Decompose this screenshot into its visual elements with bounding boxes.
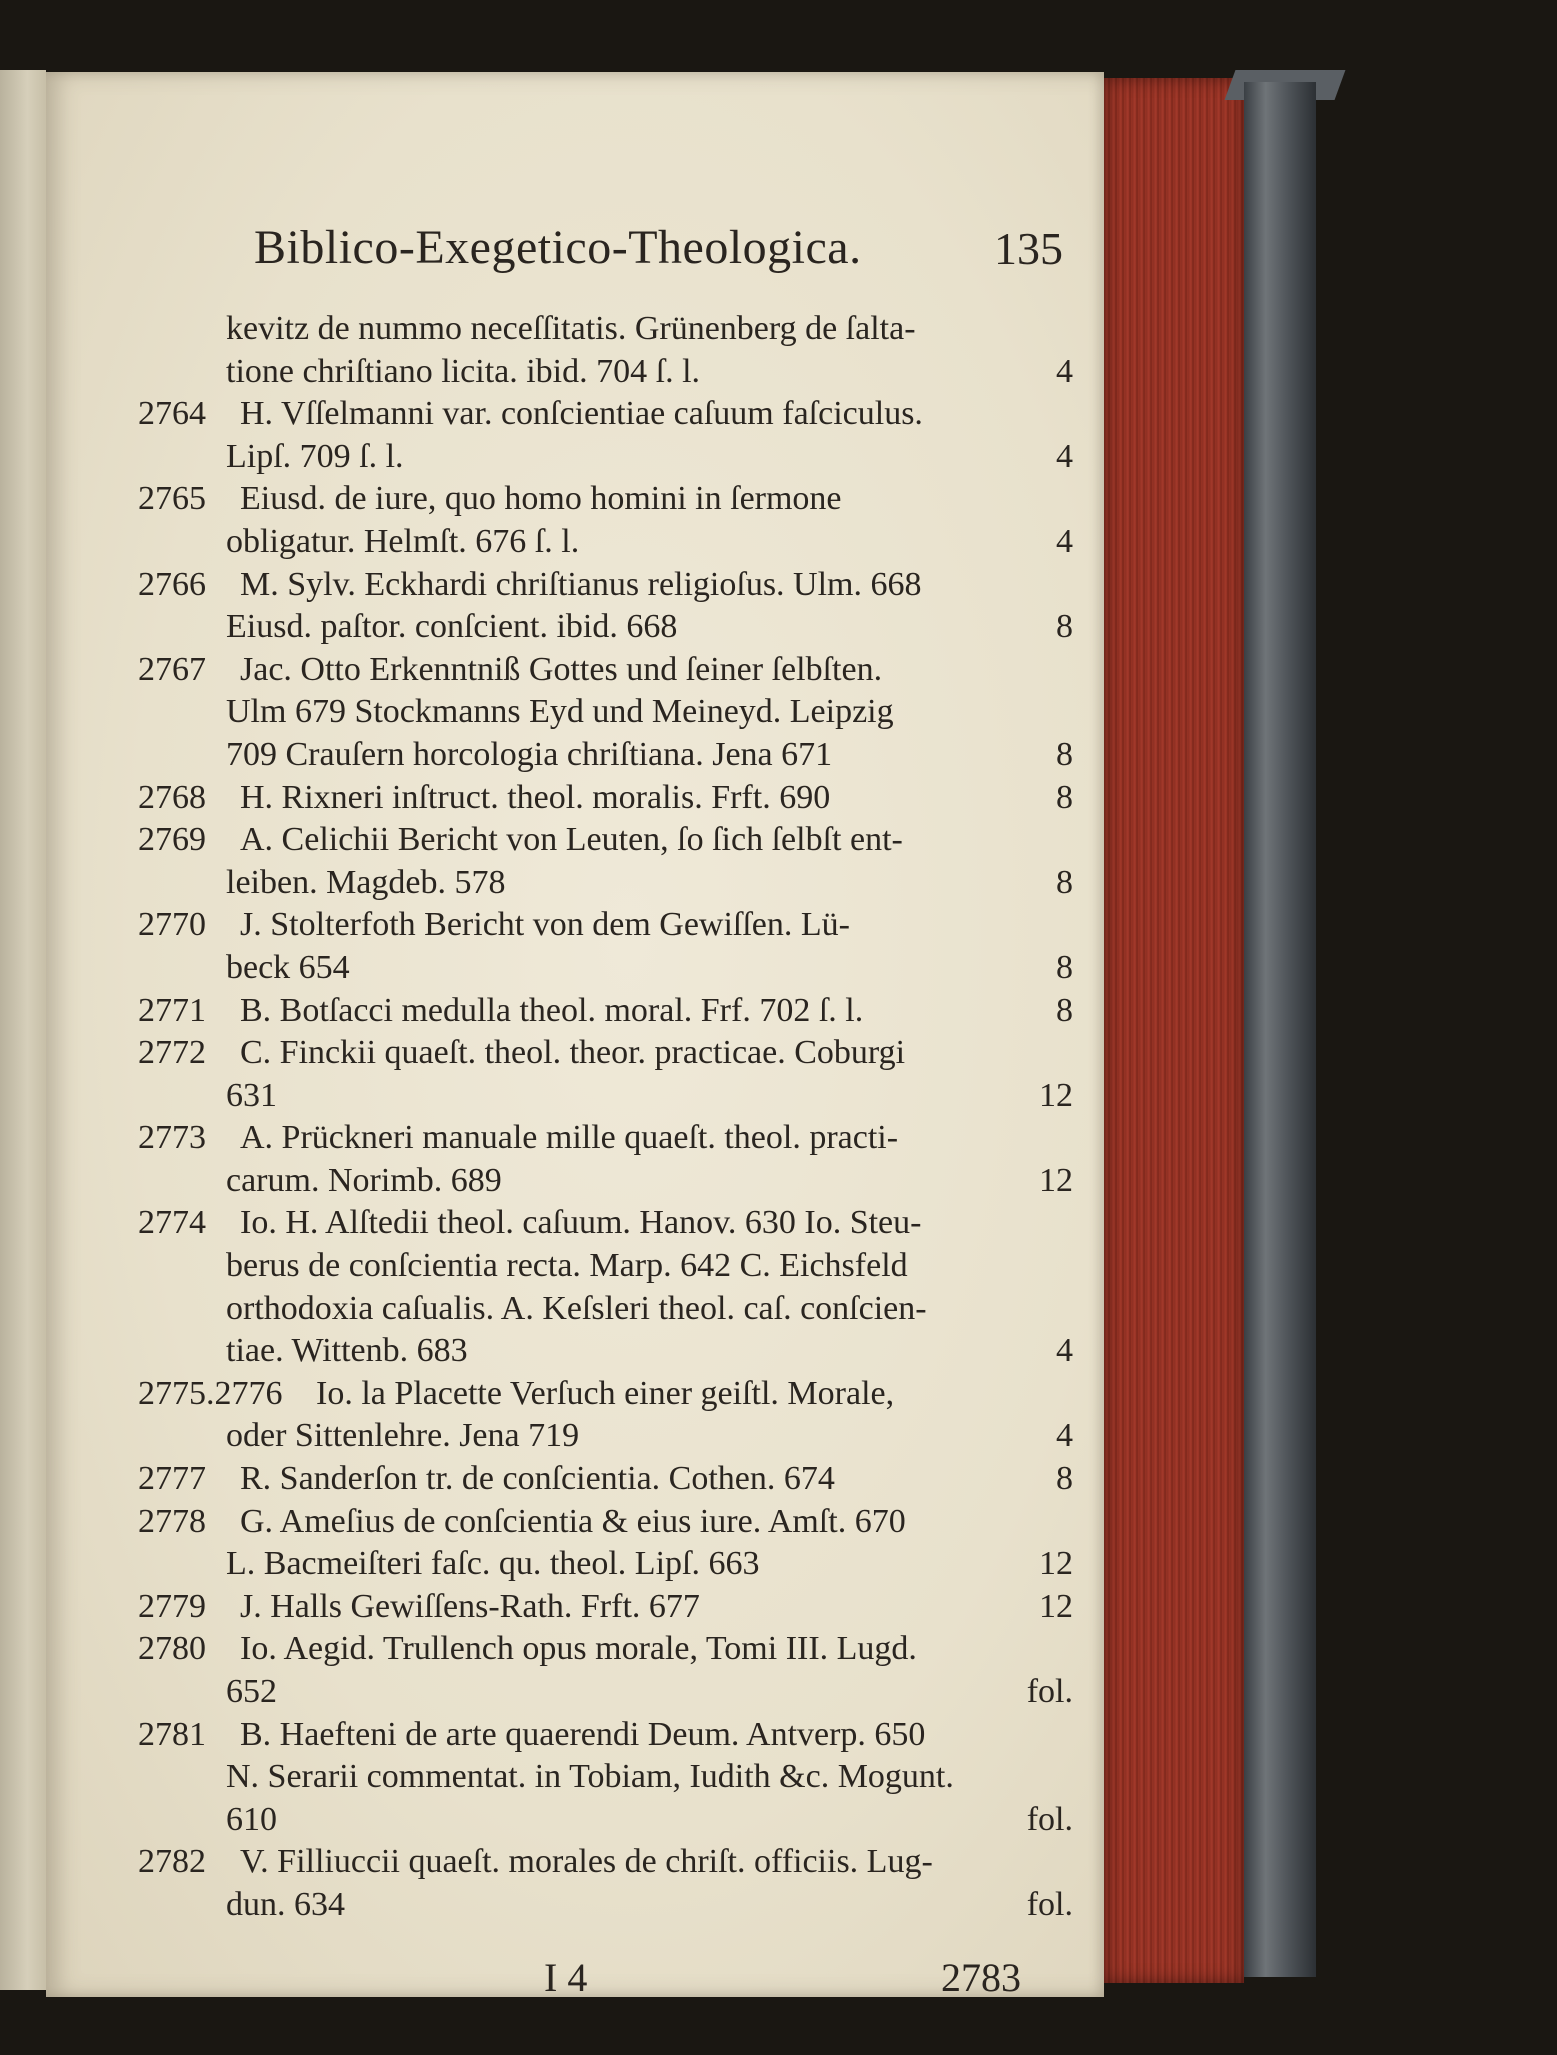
entry-number: 2765 xyxy=(138,480,206,518)
entry-line xyxy=(138,1458,1073,1501)
entry-continuation-line xyxy=(138,521,1073,564)
entry-line xyxy=(138,777,1073,820)
format-size: 8 xyxy=(1056,863,1073,901)
format-size: 12 xyxy=(1039,1161,1073,1199)
entry-number: 2777 xyxy=(138,1460,206,1498)
format-size: fol. xyxy=(1026,1800,1073,1838)
entry-text: V. Filliuccii quaeſt. morales de chriſt. officiis. Lug- xyxy=(240,1843,933,1881)
entry-number: 2774 xyxy=(138,1204,206,1242)
entry-text: 610 xyxy=(226,1800,277,1838)
entry-continuation-line xyxy=(138,606,1073,649)
entry-text: H. Vſſelmanni var. conſcientiae caſuum faſciculus. xyxy=(240,395,923,433)
entry-text: Io. H. Alſtedii theol. caſuum. Hanov. 630 Io. Steu- xyxy=(240,1204,922,1242)
format-size: 8 xyxy=(1056,735,1073,773)
running-title: Biblico-Exegetico-Theologica. xyxy=(254,221,862,274)
entry-line xyxy=(138,1117,1073,1160)
entry-continuation-line xyxy=(138,1799,1073,1842)
entry-line xyxy=(138,1032,1073,1075)
entry-continuation-line xyxy=(138,734,1073,777)
entry-line xyxy=(138,1202,1073,1245)
entry-continuation-line xyxy=(138,308,1073,351)
entry-text: 652 xyxy=(226,1673,277,1710)
entry-number: 2771 xyxy=(138,991,206,1029)
entry-text: Eiusd. de iure, quo homo homini in ſermone xyxy=(240,480,842,518)
entry-continuation-line xyxy=(138,1756,1073,1799)
entry-text: A. Prückneri manuale mille quaeſt. theol. practi- xyxy=(240,1119,899,1157)
format-size: 12 xyxy=(1039,1545,1073,1583)
entry-text: Io. la Placette Verſuch einer geiſtl. Morale, xyxy=(316,1374,895,1412)
entry-line xyxy=(138,1501,1073,1544)
entry-continuation-line xyxy=(138,1543,1073,1586)
entry-number: 2768 xyxy=(138,778,206,816)
entry-number: 2767 xyxy=(138,650,206,688)
entry-continuation-line xyxy=(138,1245,1073,1288)
entry-text: Io. Aegid. Trullench opus morale, Tomi III. Lugd. xyxy=(240,1630,917,1668)
entry-line xyxy=(138,393,1073,436)
entry-continuation-line xyxy=(138,351,1073,394)
format-size: 8 xyxy=(1056,608,1073,646)
entry-text: C. Finckii quaeſt. theol. theor. practicae. Coburgi xyxy=(240,1034,906,1072)
entry-text: kevitz de nummo neceſſitatis. Grünenberg de ſalta- xyxy=(226,310,916,347)
format-size: fol. xyxy=(1026,1673,1073,1710)
entry-text: Ulm 679 Stockmanns Eyd und Meineyd. Leipzig xyxy=(226,693,894,731)
entry-text: tiae. Wittenb. 683 xyxy=(226,1332,468,1370)
entry-line xyxy=(138,564,1073,607)
book-fore-edge xyxy=(1104,78,1244,1983)
entry-line xyxy=(138,1586,1073,1629)
format-size: 4 xyxy=(1056,437,1073,475)
entry-text: L. Bacmeiſteri faſc. qu. theol. Lipſ. 663 xyxy=(226,1545,760,1583)
entry-text: B. Botſacci medulla theol. moral. Frf. 702 ſ. l. xyxy=(240,991,864,1029)
entry-text: H. Rixneri inſtruct. theol. moralis. Frft. 690 xyxy=(240,778,831,816)
entry-continuation-line xyxy=(138,1288,1073,1331)
entry-number: 2781 xyxy=(138,1715,206,1753)
entry-number: 2772 xyxy=(138,1034,206,1072)
catchword: 2783 xyxy=(941,1955,1021,2000)
entry-continuation-line xyxy=(138,862,1073,905)
facing-page-edge xyxy=(0,70,46,1990)
entry-text: obligatur. Helmſt. 676 ſ. l. xyxy=(226,522,580,560)
entry-number: 2775.2776 xyxy=(138,1374,283,1412)
entry-text: B. Haefteni de arte quaerendi Deum. Antverp. 650 xyxy=(240,1715,926,1753)
catalog-entries xyxy=(138,308,1073,1927)
entry-number: 2780 xyxy=(138,1630,206,1668)
format-size: 8 xyxy=(1056,778,1073,816)
entry-text: Lipſ. 709 ſ. l. xyxy=(226,437,404,475)
entry-line xyxy=(138,990,1073,1033)
entry-line xyxy=(138,819,1073,862)
entry-number: 2773 xyxy=(138,1119,206,1157)
entry-number: 2764 xyxy=(138,395,206,433)
format-size: 8 xyxy=(1056,991,1073,1029)
format-size: 4 xyxy=(1056,1332,1073,1370)
entry-text: orthodoxia caſualis. A. Keſsleri theol. caſ. conſcien- xyxy=(226,1289,927,1327)
entry-text: N. Serarii commentat. in Tobiam, Iudith &c. Mogunt. xyxy=(226,1758,954,1796)
format-size: 12 xyxy=(1039,1587,1073,1625)
entry-text: 709 Crauſern horcologia chriſtiana. Jena 671 xyxy=(226,735,833,773)
entry-continuation-line xyxy=(138,1160,1073,1203)
entry-line xyxy=(138,649,1073,692)
entry-text: leiben. Magdeb. 578 xyxy=(226,863,506,901)
entry-line xyxy=(138,1841,1073,1884)
entry-continuation-line xyxy=(138,691,1073,734)
format-size: 12 xyxy=(1039,1076,1073,1114)
format-size: 4 xyxy=(1056,352,1073,390)
entry-text: tione chriſtiano licita. ibid. 704 ſ. l. xyxy=(226,352,701,390)
book-page xyxy=(46,72,1104,2000)
entry-continuation-line xyxy=(138,436,1073,479)
entry-text: 631 xyxy=(226,1076,277,1114)
page-number: 135 xyxy=(994,223,1063,274)
entry-continuation-line xyxy=(138,1075,1073,1118)
signature-mark: I 4 xyxy=(544,1955,588,2000)
entry-continuation-line xyxy=(138,947,1073,990)
entry-text: J. Halls Gewiſſens-Rath. Frft. 677 xyxy=(240,1587,700,1625)
entry-continuation-line xyxy=(138,1415,1073,1458)
entry-text: Jac. Otto Erkenntniß Gottes und ſeiner ſelbſten. xyxy=(240,650,883,688)
page-footer xyxy=(46,1954,1104,2004)
entry-text: R. Sanderſon tr. de conſcientia. Cothen. 674 xyxy=(240,1460,835,1498)
entry-continuation-line xyxy=(138,1330,1073,1373)
entry-text: G. Ameſius de conſcientia & eius iure. Amſt. 670 xyxy=(240,1502,906,1540)
entry-continuation-line xyxy=(138,1671,1073,1714)
entry-text: beck 654 xyxy=(226,948,350,986)
entry-number: 2778 xyxy=(138,1502,206,1540)
page-header xyxy=(46,220,1104,280)
entry-line xyxy=(138,1714,1073,1757)
entry-number: 2769 xyxy=(138,821,206,859)
entry-number: 2766 xyxy=(138,565,206,603)
format-size: 8 xyxy=(1056,948,1073,986)
entry-line xyxy=(138,1373,1073,1416)
entry-line xyxy=(138,478,1073,521)
format-size: fol. xyxy=(1026,1885,1073,1923)
format-size: 4 xyxy=(1056,522,1073,560)
entry-number: 2779 xyxy=(138,1587,206,1625)
entry-line xyxy=(138,904,1073,947)
entry-text: oder Sittenlehre. Jena 719 xyxy=(226,1417,580,1455)
entry-text: dun. 634 xyxy=(226,1885,345,1923)
entry-continuation-line xyxy=(138,1884,1073,1927)
entry-line xyxy=(138,1628,1073,1671)
entry-text: carum. Norimb. 689 xyxy=(226,1161,502,1199)
entry-text: Eiusd. paſtor. conſcient. ibid. 668 xyxy=(226,608,678,646)
entry-text: berus de conſcientia recta. Marp. 642 C. Eichsfeld xyxy=(226,1247,908,1285)
format-size: 8 xyxy=(1056,1460,1073,1498)
entry-text: M. Sylv. Eckhardi chriſtianus religioſus. Ulm. 668 xyxy=(240,565,922,603)
entry-number: 2782 xyxy=(138,1843,206,1881)
entry-text: A. Celichii Bericht von Leuten, ſo ſich ſelbſt ent- xyxy=(240,821,903,859)
entry-text: J. Stolterfoth Bericht von dem Gewiſſen. Lü- xyxy=(240,906,850,944)
book-cover-edge xyxy=(1244,82,1316,1977)
entry-number: 2770 xyxy=(138,906,206,944)
format-size: 4 xyxy=(1056,1417,1073,1455)
